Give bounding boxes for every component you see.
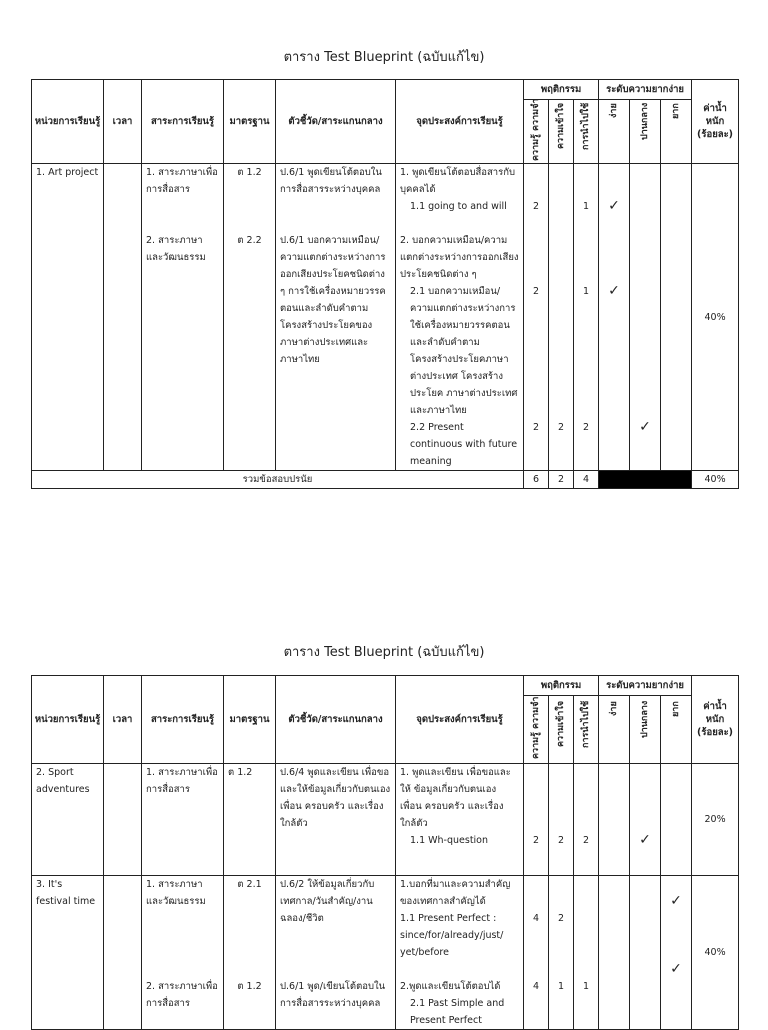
standard-cell bbox=[224, 876, 276, 1030]
header-medium: ปานกลาง bbox=[639, 700, 650, 738]
medium-col bbox=[630, 876, 661, 1030]
header-hard: ยาก bbox=[670, 700, 681, 717]
header-strand: สาระการเรียนรู้ bbox=[142, 80, 224, 164]
strand-cell bbox=[142, 164, 224, 471]
strand-1: 1. สาระภาษาเพื่อการสื่อสาร bbox=[146, 167, 218, 195]
value-cell: 1 bbox=[582, 286, 590, 297]
header-indicator: ตัวชี้วัด/สาระแกนกลาง bbox=[276, 676, 396, 764]
header-difficulty: ระดับความยากง่าย bbox=[599, 676, 692, 696]
value-cell: 2 bbox=[582, 422, 590, 433]
objective-2-1: 2.1 Past Simple and Present Perfect bbox=[410, 998, 505, 1026]
knowledge-col bbox=[524, 164, 549, 471]
table-row bbox=[32, 164, 739, 471]
easy-col bbox=[599, 764, 630, 876]
unit-cell: 1. Art project bbox=[32, 164, 104, 471]
value-cell: 2 bbox=[557, 835, 565, 846]
header-standard: มาตรฐาน bbox=[224, 80, 276, 164]
header-objective: จุดประสงค์การเรียนรู้ bbox=[396, 80, 524, 164]
value-cell: 2 bbox=[532, 422, 540, 433]
value-cell: 2 bbox=[557, 913, 565, 924]
header-indicator: ตัวชี้วัด/สาระแกนกลาง bbox=[276, 80, 396, 164]
header-weight: ค่าน้ำหนัก (ร้อยละ) bbox=[692, 80, 739, 164]
blueprint-table-1 bbox=[31, 79, 739, 489]
total-understanding: 2 bbox=[549, 471, 574, 489]
table-row bbox=[32, 876, 739, 1030]
indicator-cell bbox=[276, 164, 396, 471]
header-unit: หน่วยการเรียนรู้ bbox=[32, 676, 104, 764]
header-standard: มาตรฐาน bbox=[224, 676, 276, 764]
objective-2-2: 2.2 Present continuous with future meaning bbox=[410, 422, 518, 467]
indicator-2: ป.6/1 พูด/เขียนโต้ตอบในการสื่อสารระหว่างบุคคล bbox=[280, 981, 386, 1009]
strand-2: 2. สาระภาษาเพื่อการสื่อสาร bbox=[146, 981, 218, 1009]
blacked-out-cell bbox=[599, 471, 692, 489]
check-icon: ✓ bbox=[639, 419, 651, 435]
check-icon: ✓ bbox=[608, 198, 620, 214]
check-icon: ✓ bbox=[608, 283, 620, 299]
hard-col bbox=[661, 876, 692, 1030]
header-knowledge: ความรู้ ความจำ bbox=[530, 98, 541, 161]
medium-col bbox=[630, 764, 661, 876]
header-understanding: ความเข้าใจ bbox=[555, 700, 566, 747]
value-cell: 1 bbox=[557, 981, 565, 992]
value-cell: 4 bbox=[532, 913, 540, 924]
indicator-1: ป.6/2 ให้ข้อมูลเกี่ยวกับเทศกาล/วันสำคัญ/งานฉลอง/ชีวิต bbox=[280, 879, 375, 924]
standard-2: ต 2.2 bbox=[237, 235, 262, 246]
table-row bbox=[32, 764, 739, 876]
header-strand: สาระการเรียนรู้ bbox=[142, 676, 224, 764]
value-cell: 2 bbox=[582, 835, 590, 846]
objective-cell bbox=[396, 164, 524, 471]
objective-1-1: 1.1 going to and will bbox=[410, 201, 507, 212]
objective-1: 1. พูดเขียนโต้ตอบสื่อสารกับบุคคลได้ bbox=[400, 167, 516, 195]
header-difficulty: ระดับความยากง่าย bbox=[599, 80, 692, 100]
weight-cell: 40% bbox=[692, 876, 739, 1030]
indicator-1: ป.6/1 พูดเขียนโต้ตอบในการสื่อสารระหว่างบุคคล bbox=[280, 167, 382, 195]
value-cell: 4 bbox=[532, 981, 540, 992]
total-row bbox=[32, 471, 739, 489]
standard-1: ต 1.2 bbox=[237, 167, 262, 178]
unit-cell: 3. It's festival time bbox=[32, 876, 104, 1030]
value-cell: 1 bbox=[582, 981, 590, 992]
total-application: 4 bbox=[574, 471, 599, 489]
header-unit: หน่วยการเรียนรู้ bbox=[32, 80, 104, 164]
easy-col bbox=[599, 876, 630, 1030]
standard-cell: ต 1.2 bbox=[224, 764, 276, 876]
total-knowledge: 6 bbox=[524, 471, 549, 489]
value-cell: 2 bbox=[557, 422, 565, 433]
time-cell bbox=[104, 764, 142, 876]
knowledge-col bbox=[524, 876, 549, 1030]
total-label: รวมข้อสอบปรนัย bbox=[32, 471, 524, 489]
easy-col bbox=[599, 164, 630, 471]
table1-title: ตาราง Test Blueprint (ฉบับแก้ไข) bbox=[283, 50, 485, 65]
objective-cell bbox=[396, 876, 524, 1030]
indicator-cell bbox=[276, 876, 396, 1030]
objective-2-1: 2.1 บอกความเหมือน/ความแตกต่างระหว่างการใช้เครื่องหมายวรรคตอนและลำดับคำตามโครงสร้างประโยคภาษาต่างประเทศ โครงสร้างประโยค ภาษาต่างประเทศและภาษาไทย bbox=[410, 286, 518, 416]
indicator-cell: ป.6/4 พูดและเขียน เพื่อขอและให้ข้อมูลเกี่ยวกับตนเอง เพื่อน ครอบครัว และเรื่องใกล้ตัว bbox=[276, 764, 396, 876]
value-cell: 2 bbox=[532, 286, 540, 297]
header-understanding: ความเข้าใจ bbox=[555, 102, 566, 149]
strand-cell: 1. สาระภาษาเพื่อการสื่อสาร bbox=[142, 764, 224, 876]
weight-cell: 40% bbox=[692, 164, 739, 471]
header-objective: จุดประสงค์การเรียนรู้ bbox=[396, 676, 524, 764]
objective-2: 2. บอกความเหมือน/ความแตกต่างระหว่างการออกเสียงประโยคชนิดต่าง ๆ bbox=[400, 235, 519, 280]
understanding-col bbox=[549, 164, 574, 471]
application-col bbox=[574, 876, 599, 1030]
understanding-col bbox=[549, 876, 574, 1030]
value-cell bbox=[549, 198, 573, 215]
standard-1: ต 2.1 bbox=[237, 879, 262, 890]
objective-1: 1. พูดและเขียน เพื่อขอและให้ ข้อมูลเกี่ยวกับตนเอง เพื่อน ครอบครัว และเรื่องใกล้ตัว bbox=[400, 767, 511, 829]
hard-col bbox=[661, 764, 692, 876]
header-hard: ยาก bbox=[670, 102, 681, 119]
objective-1-1: 1.1 Present Perfect : since/for/already/just/ yet/before bbox=[400, 913, 504, 958]
value-cell: 2 bbox=[532, 201, 540, 212]
objective-2: 2.พูดและเขียนโต้ตอบได้ bbox=[400, 981, 501, 992]
objective-1-1: 1.1 Wh-question bbox=[410, 835, 489, 846]
time-cell bbox=[104, 164, 142, 471]
value-cell bbox=[574, 910, 598, 927]
application-col bbox=[574, 764, 599, 876]
value-cell: 2 bbox=[532, 835, 540, 846]
header-easy: ง่าย bbox=[608, 102, 619, 118]
unit-cell: 2. Sport adventures bbox=[32, 764, 104, 876]
hard-col bbox=[661, 164, 692, 471]
indicator-2: ป.6/1 บอกความเหมือน/ความแตกต่างระหว่างการออกเสียงประโยคชนิดต่าง ๆ การใช้เครื่องหมายวรรคตอนและลำดับคำตามโครงสร้างประโยคของภาษาต่างประเทศและภาษาไทย bbox=[280, 235, 386, 365]
header-application: การนำไปใช้ bbox=[580, 700, 591, 748]
table2-title: ตาราง Test Blueprint (ฉบับแก้ไข) bbox=[283, 645, 485, 660]
blueprint-table-2 bbox=[31, 675, 739, 1030]
application-col bbox=[574, 164, 599, 471]
weight-cell: 20% bbox=[692, 764, 739, 876]
objective-cell bbox=[396, 764, 524, 876]
header-weight: ค่าน้ำหนัก (ร้อยละ) bbox=[692, 676, 739, 764]
header-medium: ปานกลาง bbox=[639, 102, 650, 140]
check-icon: ✓ bbox=[639, 832, 651, 848]
check-icon: ✓ bbox=[670, 961, 682, 977]
understanding-col bbox=[549, 764, 574, 876]
header-behavior: พฤติกรรม bbox=[524, 80, 599, 100]
value-cell: 1 bbox=[582, 201, 590, 212]
header-behavior: พฤติกรรม bbox=[524, 676, 599, 696]
time-cell bbox=[104, 876, 142, 1030]
strand-1: 1. สาระภาษาและวัฒนธรรม bbox=[146, 879, 206, 907]
total-weight: 40% bbox=[692, 471, 739, 489]
header-time: เวลา bbox=[104, 676, 142, 764]
medium-col bbox=[630, 164, 661, 471]
knowledge-col bbox=[524, 764, 549, 876]
objective-1: 1.บอกที่มาและความสำคัญของเทศกาลสำคัญได้ bbox=[400, 879, 511, 907]
standard-cell bbox=[224, 164, 276, 471]
header-application: การนำไปใช้ bbox=[580, 102, 591, 150]
check-icon: ✓ bbox=[670, 893, 682, 909]
strand-2: 2. สาระภาษาและวัฒนธรรม bbox=[146, 235, 206, 263]
strand-cell bbox=[142, 876, 224, 1030]
standard-2: ต 1.2 bbox=[237, 981, 262, 992]
header-easy: ง่าย bbox=[608, 700, 619, 716]
value-cell bbox=[549, 283, 573, 300]
header-time: เวลา bbox=[104, 80, 142, 164]
header-knowledge: ความรู้ ความจำ bbox=[530, 696, 541, 759]
